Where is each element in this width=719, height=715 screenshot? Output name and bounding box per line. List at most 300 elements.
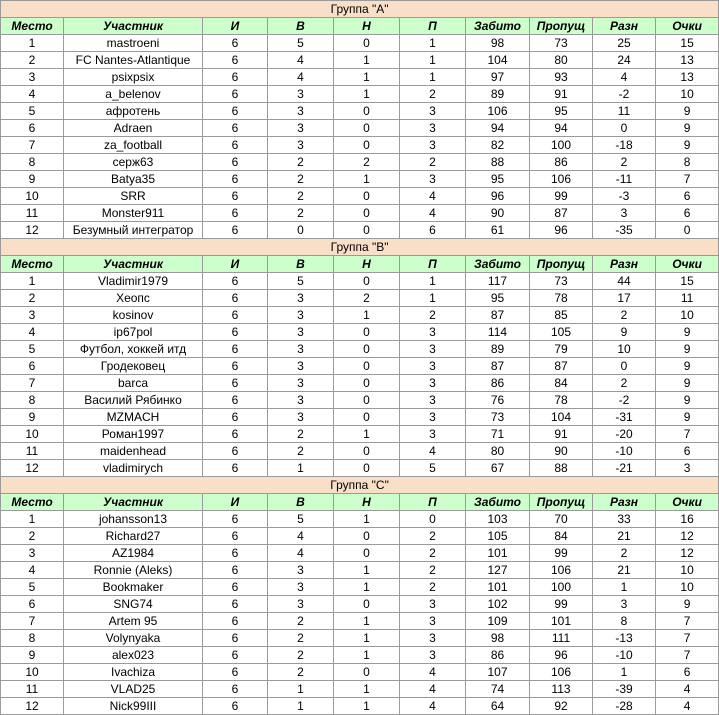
cell-place: 8 [1, 154, 64, 171]
cell-losses: 4 [400, 681, 466, 698]
cell-losses: 2 [400, 307, 466, 324]
cell-wins: 5 [268, 35, 334, 52]
cell-games: 6 [203, 222, 268, 239]
cell-draws: 0 [334, 103, 400, 120]
cell-wins: 3 [268, 307, 334, 324]
cell-place: 3 [1, 307, 64, 324]
cell-points: 6 [656, 188, 719, 205]
cell-goals-for: 103 [466, 511, 530, 528]
cell-games: 6 [203, 205, 268, 222]
cell-points: 15 [656, 273, 719, 290]
cell-wins: 1 [268, 460, 334, 477]
column-header-row [1, 18, 719, 35]
table-row [1, 52, 719, 69]
cell-goal-diff: -28 [593, 698, 656, 715]
table-row [1, 426, 719, 443]
cell-participant: Richard27 [64, 528, 203, 545]
cell-wins: 2 [268, 426, 334, 443]
cell-goals-for: 94 [466, 120, 530, 137]
cell-games: 6 [203, 307, 268, 324]
column-header-wins: В [268, 18, 334, 35]
cell-points: 16 [656, 511, 719, 528]
cell-goals-against: 96 [530, 647, 593, 664]
cell-goals-against: 100 [530, 137, 593, 154]
cell-losses: 4 [400, 664, 466, 681]
cell-goals-against: 78 [530, 290, 593, 307]
cell-participant: Ivachiza [64, 664, 203, 681]
cell-wins: 3 [268, 392, 334, 409]
cell-wins: 2 [268, 647, 334, 664]
cell-games: 6 [203, 664, 268, 681]
cell-goals-for: 87 [466, 358, 530, 375]
cell-goal-diff: 10 [593, 341, 656, 358]
cell-draws: 1 [334, 613, 400, 630]
cell-games: 6 [203, 545, 268, 562]
cell-games: 6 [203, 409, 268, 426]
cell-participant: AZ1984 [64, 545, 203, 562]
cell-goal-diff: -18 [593, 137, 656, 154]
cell-participant: psixpsix [64, 69, 203, 86]
column-header-row [1, 494, 719, 511]
cell-goal-diff: 21 [593, 528, 656, 545]
cell-wins: 4 [268, 69, 334, 86]
cell-draws: 1 [334, 647, 400, 664]
cell-losses: 0 [400, 511, 466, 528]
cell-place: 11 [1, 681, 64, 698]
column-header-place: Место [1, 494, 64, 511]
cell-draws: 0 [334, 392, 400, 409]
cell-goals-against: 100 [530, 579, 593, 596]
cell-points: 15 [656, 35, 719, 52]
cell-wins: 4 [268, 52, 334, 69]
cell-points: 7 [656, 171, 719, 188]
cell-wins: 0 [268, 222, 334, 239]
cell-goal-diff: 8 [593, 613, 656, 630]
cell-place: 1 [1, 35, 64, 52]
cell-goals-for: 95 [466, 290, 530, 307]
cell-points: 6 [656, 664, 719, 681]
cell-points: 9 [656, 341, 719, 358]
table-row [1, 35, 719, 52]
cell-games: 6 [203, 103, 268, 120]
cell-participant: Batya35 [64, 171, 203, 188]
cell-wins: 2 [268, 664, 334, 681]
column-header-wins: В [268, 494, 334, 511]
cell-goals-against: 91 [530, 426, 593, 443]
cell-goal-diff: -20 [593, 426, 656, 443]
cell-goal-diff: -11 [593, 171, 656, 188]
cell-place: 4 [1, 86, 64, 103]
cell-wins: 3 [268, 137, 334, 154]
table-row [1, 341, 719, 358]
cell-goals-for: 86 [466, 647, 530, 664]
cell-points: 9 [656, 103, 719, 120]
cell-points: 9 [656, 324, 719, 341]
cell-wins: 3 [268, 409, 334, 426]
cell-points: 10 [656, 562, 719, 579]
cell-goals-against: 90 [530, 443, 593, 460]
group-title: Группа "В" [1, 239, 719, 256]
cell-participant: Monster911 [64, 205, 203, 222]
cell-participant: ip67pol [64, 324, 203, 341]
cell-goal-diff: 4 [593, 69, 656, 86]
cell-points: 9 [656, 120, 719, 137]
column-header-games: И [203, 256, 268, 273]
cell-wins: 3 [268, 290, 334, 307]
cell-losses: 1 [400, 52, 466, 69]
cell-goals-for: 89 [466, 341, 530, 358]
cell-participant: johansson13 [64, 511, 203, 528]
cell-losses: 4 [400, 443, 466, 460]
table-row [1, 120, 719, 137]
cell-goals-for: 95 [466, 171, 530, 188]
cell-goal-diff: 3 [593, 596, 656, 613]
cell-goals-against: 80 [530, 52, 593, 69]
cell-games: 6 [203, 528, 268, 545]
cell-losses: 3 [400, 596, 466, 613]
cell-goal-diff: 2 [593, 545, 656, 562]
table-row [1, 137, 719, 154]
cell-goals-against: 88 [530, 460, 593, 477]
cell-games: 6 [203, 511, 268, 528]
cell-goals-against: 101 [530, 613, 593, 630]
cell-participant: Artem 95 [64, 613, 203, 630]
cell-losses: 2 [400, 154, 466, 171]
cell-losses: 2 [400, 528, 466, 545]
cell-points: 4 [656, 698, 719, 715]
cell-wins: 3 [268, 120, 334, 137]
cell-losses: 4 [400, 188, 466, 205]
cell-losses: 1 [400, 273, 466, 290]
table-row [1, 511, 719, 528]
cell-goals-for: 76 [466, 392, 530, 409]
cell-wins: 2 [268, 171, 334, 188]
cell-wins: 3 [268, 562, 334, 579]
cell-goal-diff: 24 [593, 52, 656, 69]
cell-points: 9 [656, 137, 719, 154]
cell-points: 9 [656, 375, 719, 392]
cell-draws: 0 [334, 324, 400, 341]
cell-points: 9 [656, 596, 719, 613]
cell-points: 10 [656, 579, 719, 596]
cell-goals-for: 98 [466, 35, 530, 52]
cell-points: 0 [656, 222, 719, 239]
table-row [1, 443, 719, 460]
cell-wins: 3 [268, 579, 334, 596]
cell-participant: Adraen [64, 120, 203, 137]
table-row [1, 681, 719, 698]
cell-games: 6 [203, 460, 268, 477]
cell-participant: barca [64, 375, 203, 392]
cell-place: 4 [1, 562, 64, 579]
cell-wins: 3 [268, 86, 334, 103]
cell-points: 10 [656, 86, 719, 103]
table-row [1, 545, 719, 562]
table-row [1, 273, 719, 290]
cell-losses: 3 [400, 426, 466, 443]
column-header-goal-diff: Разн [593, 256, 656, 273]
cell-goals-against: 84 [530, 528, 593, 545]
cell-points: 7 [656, 647, 719, 664]
column-header-games: И [203, 494, 268, 511]
table-row [1, 222, 719, 239]
cell-draws: 1 [334, 698, 400, 715]
cell-goals-for: 105 [466, 528, 530, 545]
cell-losses: 3 [400, 341, 466, 358]
cell-goals-against: 99 [530, 596, 593, 613]
cell-goals-for: 61 [466, 222, 530, 239]
table-row [1, 460, 719, 477]
cell-points: 3 [656, 460, 719, 477]
cell-points: 12 [656, 528, 719, 545]
cell-points: 9 [656, 409, 719, 426]
cell-goal-diff: 21 [593, 562, 656, 579]
cell-draws: 1 [334, 69, 400, 86]
cell-goal-diff: 2 [593, 154, 656, 171]
cell-points: 13 [656, 52, 719, 69]
cell-participant: Volynyaka [64, 630, 203, 647]
group-title: Группа "А" [1, 1, 719, 18]
cell-losses: 4 [400, 205, 466, 222]
table-row [1, 375, 719, 392]
cell-goal-diff: 0 [593, 120, 656, 137]
cell-goals-for: 104 [466, 52, 530, 69]
table-row [1, 528, 719, 545]
cell-games: 6 [203, 188, 268, 205]
table-row [1, 579, 719, 596]
cell-draws: 0 [334, 205, 400, 222]
column-header-goals-against: Пропущ [530, 494, 593, 511]
cell-points: 13 [656, 69, 719, 86]
cell-goals-against: 105 [530, 324, 593, 341]
cell-place: 8 [1, 630, 64, 647]
table-row [1, 409, 719, 426]
standings-body [1, 1, 719, 715]
cell-wins: 3 [268, 596, 334, 613]
cell-points: 7 [656, 613, 719, 630]
cell-goal-diff: -2 [593, 86, 656, 103]
cell-wins: 3 [268, 358, 334, 375]
cell-draws: 0 [334, 341, 400, 358]
cell-goals-for: 127 [466, 562, 530, 579]
cell-place: 7 [1, 375, 64, 392]
cell-wins: 1 [268, 698, 334, 715]
cell-wins: 3 [268, 103, 334, 120]
cell-draws: 0 [334, 273, 400, 290]
table-row [1, 613, 719, 630]
cell-games: 6 [203, 120, 268, 137]
cell-goal-diff: 44 [593, 273, 656, 290]
cell-place: 6 [1, 596, 64, 613]
column-header-participant: Участник [64, 18, 203, 35]
cell-goal-diff: -35 [593, 222, 656, 239]
cell-goal-diff: -13 [593, 630, 656, 647]
cell-games: 6 [203, 596, 268, 613]
cell-losses: 3 [400, 647, 466, 664]
cell-goals-for: 86 [466, 375, 530, 392]
column-header-losses: П [400, 256, 466, 273]
cell-draws: 0 [334, 596, 400, 613]
cell-place: 6 [1, 358, 64, 375]
cell-goals-for: 114 [466, 324, 530, 341]
cell-goals-for: 74 [466, 681, 530, 698]
column-header-losses: П [400, 494, 466, 511]
cell-points: 11 [656, 290, 719, 307]
cell-losses: 2 [400, 545, 466, 562]
column-header-goals-for: Забито [466, 256, 530, 273]
table-row [1, 358, 719, 375]
table-row [1, 698, 719, 715]
cell-draws: 0 [334, 528, 400, 545]
cell-place: 7 [1, 613, 64, 630]
cell-goals-against: 106 [530, 664, 593, 681]
column-header-points: Очки [656, 18, 719, 35]
cell-points: 9 [656, 358, 719, 375]
cell-place: 12 [1, 460, 64, 477]
cell-games: 6 [203, 562, 268, 579]
table-row [1, 664, 719, 681]
cell-goals-against: 95 [530, 103, 593, 120]
cell-games: 6 [203, 273, 268, 290]
cell-goals-against: 92 [530, 698, 593, 715]
cell-goals-for: 64 [466, 698, 530, 715]
cell-draws: 1 [334, 579, 400, 596]
cell-place: 3 [1, 69, 64, 86]
cell-place: 10 [1, 426, 64, 443]
cell-goals-against: 99 [530, 188, 593, 205]
cell-goal-diff: -2 [593, 392, 656, 409]
cell-draws: 0 [334, 375, 400, 392]
table-row [1, 562, 719, 579]
group-title-row [1, 477, 719, 494]
cell-draws: 0 [334, 545, 400, 562]
cell-participant: Nick99III [64, 698, 203, 715]
cell-wins: 2 [268, 630, 334, 647]
cell-losses: 3 [400, 630, 466, 647]
cell-wins: 2 [268, 154, 334, 171]
cell-place: 12 [1, 222, 64, 239]
cell-losses: 5 [400, 460, 466, 477]
cell-losses: 2 [400, 579, 466, 596]
cell-goal-diff: 33 [593, 511, 656, 528]
cell-goals-for: 98 [466, 630, 530, 647]
cell-goals-for: 88 [466, 154, 530, 171]
cell-goal-diff: 3 [593, 205, 656, 222]
group-title-row [1, 239, 719, 256]
cell-losses: 2 [400, 86, 466, 103]
table-row [1, 86, 719, 103]
cell-draws: 0 [334, 443, 400, 460]
cell-losses: 3 [400, 358, 466, 375]
column-header-goals-against: Пропущ [530, 256, 593, 273]
cell-losses: 1 [400, 35, 466, 52]
cell-losses: 1 [400, 69, 466, 86]
cell-draws: 0 [334, 120, 400, 137]
cell-goals-against: 73 [530, 273, 593, 290]
cell-losses: 6 [400, 222, 466, 239]
cell-participant: Bookmaker [64, 579, 203, 596]
column-header-points: Очки [656, 256, 719, 273]
cell-goals-for: 67 [466, 460, 530, 477]
cell-place: 3 [1, 545, 64, 562]
cell-points: 9 [656, 392, 719, 409]
cell-goals-for: 89 [466, 86, 530, 103]
cell-goals-against: 70 [530, 511, 593, 528]
cell-goals-against: 86 [530, 154, 593, 171]
cell-goal-diff: -10 [593, 647, 656, 664]
cell-draws: 2 [334, 154, 400, 171]
cell-games: 6 [203, 579, 268, 596]
cell-goals-against: 96 [530, 222, 593, 239]
column-header-points: Очки [656, 494, 719, 511]
cell-draws: 1 [334, 426, 400, 443]
cell-games: 6 [203, 52, 268, 69]
cell-games: 6 [203, 35, 268, 52]
cell-losses: 2 [400, 562, 466, 579]
column-header-draws: Н [334, 256, 400, 273]
cell-wins: 5 [268, 511, 334, 528]
cell-goal-diff: 2 [593, 307, 656, 324]
cell-place: 2 [1, 528, 64, 545]
cell-goals-against: 93 [530, 69, 593, 86]
cell-participant: Хеопс [64, 290, 203, 307]
cell-losses: 3 [400, 103, 466, 120]
cell-participant: Гродековец [64, 358, 203, 375]
cell-points: 6 [656, 443, 719, 460]
column-header-goals-against: Пропущ [530, 18, 593, 35]
table-row [1, 103, 719, 120]
cell-draws: 1 [334, 86, 400, 103]
cell-participant: maidenhead [64, 443, 203, 460]
cell-place: 8 [1, 392, 64, 409]
cell-draws: 0 [334, 35, 400, 52]
cell-points: 12 [656, 545, 719, 562]
column-header-goal-diff: Разн [593, 494, 656, 511]
table-row [1, 290, 719, 307]
cell-losses: 3 [400, 613, 466, 630]
cell-games: 6 [203, 647, 268, 664]
cell-games: 6 [203, 630, 268, 647]
cell-participant: FC Nantes-Atlantique [64, 52, 203, 69]
cell-points: 4 [656, 681, 719, 698]
cell-wins: 2 [268, 205, 334, 222]
cell-participant: Футбол, хоккей итд [64, 341, 203, 358]
table-row [1, 69, 719, 86]
cell-goals-for: 87 [466, 307, 530, 324]
table-row [1, 171, 719, 188]
column-header-wins: В [268, 256, 334, 273]
cell-losses: 3 [400, 324, 466, 341]
cell-goal-diff: 9 [593, 324, 656, 341]
table-row [1, 205, 719, 222]
cell-goals-against: 87 [530, 205, 593, 222]
cell-losses: 3 [400, 392, 466, 409]
cell-points: 7 [656, 630, 719, 647]
table-row [1, 630, 719, 647]
cell-goals-for: 73 [466, 409, 530, 426]
cell-goals-against: 78 [530, 392, 593, 409]
cell-goal-diff: 11 [593, 103, 656, 120]
cell-place: 10 [1, 188, 64, 205]
cell-goals-against: 111 [530, 630, 593, 647]
cell-goals-against: 85 [530, 307, 593, 324]
column-header-goals-for: Забито [466, 18, 530, 35]
cell-goals-against: 104 [530, 409, 593, 426]
cell-wins: 4 [268, 545, 334, 562]
cell-participant: mastroeni [64, 35, 203, 52]
cell-participant: alex023 [64, 647, 203, 664]
cell-points: 6 [656, 205, 719, 222]
